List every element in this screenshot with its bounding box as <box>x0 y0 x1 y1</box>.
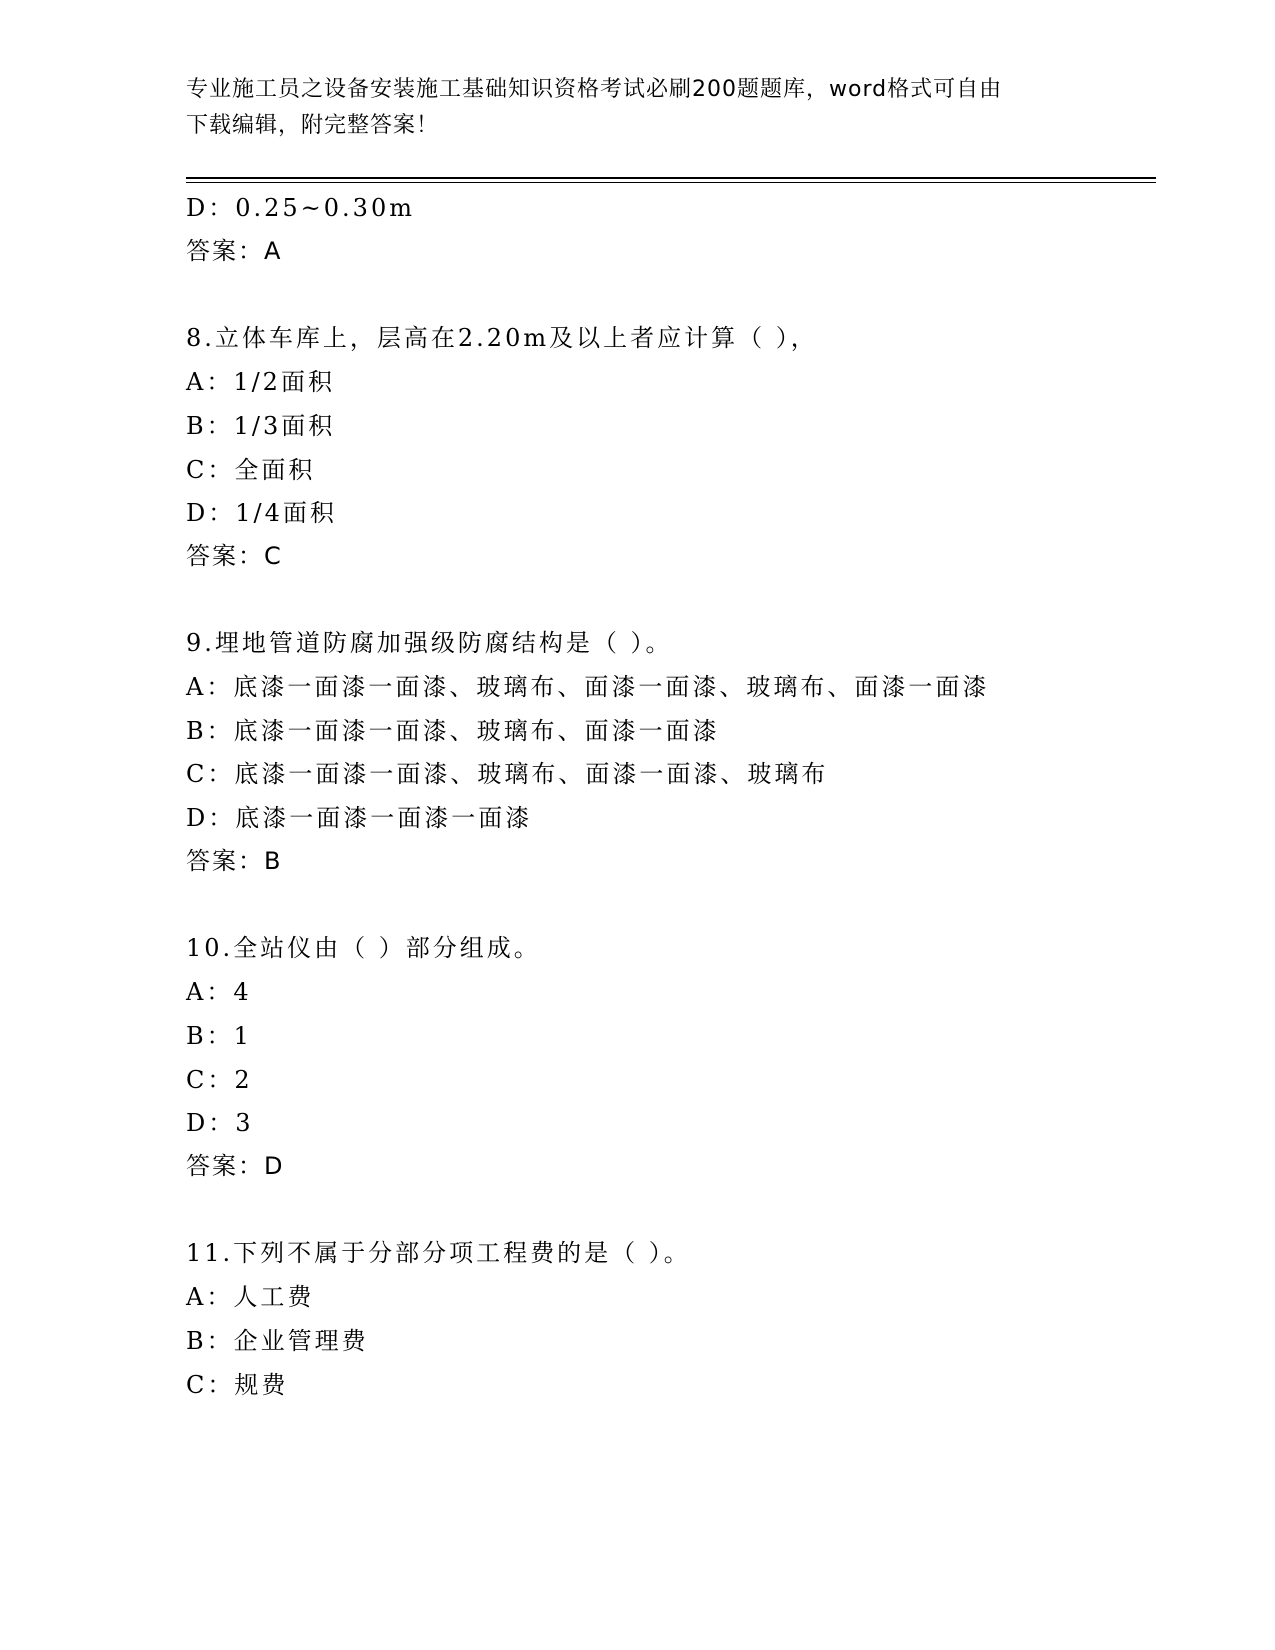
q11-question: 11.下列不属于分部分项工程费的是（ ）。 <box>186 1239 691 1267</box>
q9-option-b: B：底漆一面漆一面漆、玻璃布、面漆一面漆 <box>186 717 720 745</box>
header-divider-thin <box>186 182 1156 183</box>
q8-option-b: B：1/3面积 <box>186 412 336 440</box>
q7-answer: 答案：A <box>186 237 283 265</box>
q8-option-c: C：全面积 <box>186 456 316 484</box>
q9-answer: 答案：B <box>186 847 283 875</box>
q10-option-a: A：4 <box>186 978 252 1006</box>
q11-option-c: C：规费 <box>186 1371 289 1399</box>
q11-option-b: B：企业管理费 <box>186 1327 369 1355</box>
q10-option-c: C：2 <box>186 1066 253 1094</box>
q8-option-a: A：1/2面积 <box>186 368 335 396</box>
q8-answer: 答案：C <box>186 542 283 570</box>
q9-option-c: C：底漆一面漆一面漆、玻璃布、面漆一面漆、玻璃布 <box>186 760 829 788</box>
q7-option-d: D：0.25~0.30m <box>186 194 415 222</box>
document-header <box>186 72 1066 144</box>
q9-question: 9.埋地管道防腐加强级防腐结构是（ ）。 <box>186 629 673 657</box>
q10-option-d: D：3 <box>186 1109 254 1137</box>
q8-question: 8.立体车库上，层高在2.20m及以上者应计算（ ）， <box>186 324 818 352</box>
q10-option-b: B：1 <box>186 1022 252 1050</box>
q10-question: 10.全站仪由（ ）部分组成。 <box>186 934 541 962</box>
q11-option-a: A：人工费 <box>186 1283 315 1311</box>
header-line-1: 专业施工员之设备安装施工基础知识资格考试必刷200题题库，word格式可自由 <box>186 77 1003 102</box>
header-divider-thick <box>186 177 1156 179</box>
q10-answer: 答案：D <box>186 1152 285 1180</box>
q9-option-d: D：底漆一面漆一面漆一面漆 <box>186 804 533 832</box>
q8-option-d: D：1/4面积 <box>186 499 337 527</box>
q9-option-a: A：底漆一面漆一面漆、玻璃布、面漆一面漆、玻璃布、面漆一面漆 <box>186 673 990 701</box>
header-line-2: 下载编辑，附完整答案！ <box>186 113 440 138</box>
